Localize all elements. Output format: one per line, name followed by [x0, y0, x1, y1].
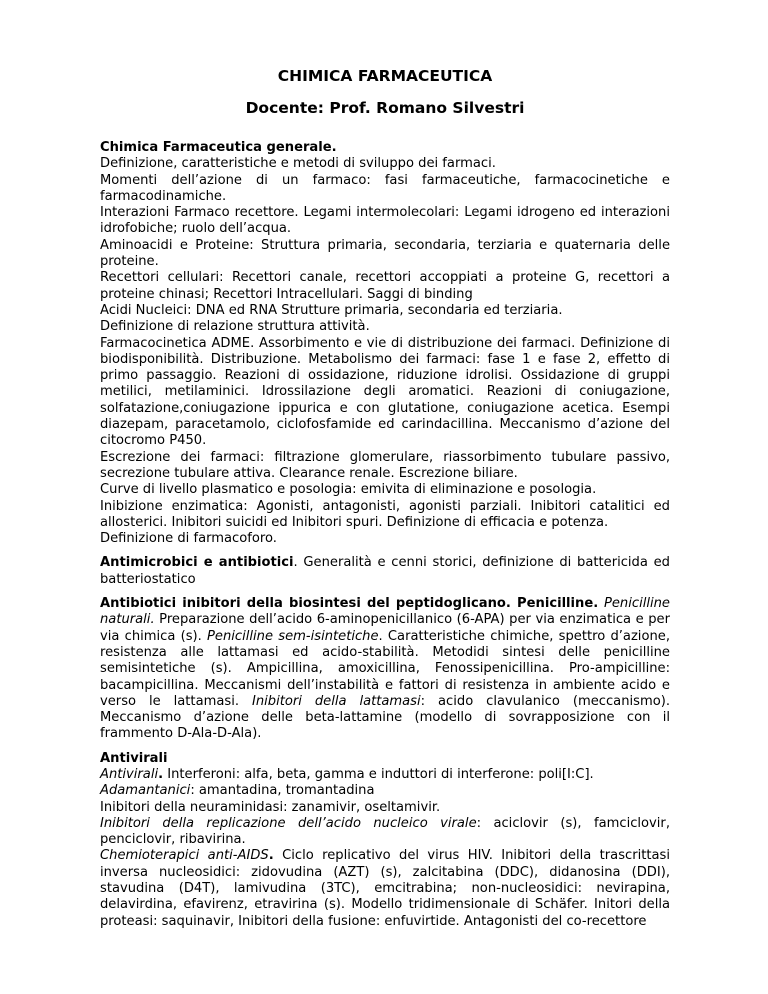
text-run-italic: Adamantanici	[100, 783, 191, 799]
section-heading: Chimica Farmaceutica generale.	[100, 140, 337, 155]
document-subtitle: Docente: Prof. Romano Silvestri	[245, 99, 525, 117]
text-run-italic: Inibitori della lattamasi	[251, 693, 421, 709]
text-run-bold: .	[158, 766, 164, 782]
paragraph: Acidi Nucleici: DNA ed RNA Strutture primaria, secondaria ed terziaria.	[100, 302, 563, 318]
document-body	[100, 140, 670, 930]
paragraph: Definizione di farmacoforo.	[100, 531, 277, 547]
paragraph	[100, 783, 670, 799]
text-run-italic: Penicilline naturali.	[100, 596, 670, 628]
paragraph: Inibizione enzimatica: Agonisti, antagonisti, agonisti parziali. Inibitori catalitici ed allosterici. Inibitori suicidi ed Inibitori spuri. Definizione di efficacia e potenza.	[100, 498, 670, 530]
paragraph: Definizione, caratteristiche e metodi di sviluppo dei farmaci.	[100, 156, 496, 172]
paragraph	[100, 848, 670, 929]
paragraph	[100, 555, 670, 588]
text-run: . Caratteristiche chimiche, spettro d’azione, resistenza alle lattamasi ed acido-stabilità. Metodidi sintesi delle penicilline semisintetiche (s). Ampicillina, amoxicillina, Fenossipenicillina. Pro-ampicilline: bacampicillina. Meccanismi dell’instabilità e fattori di resistenza in ambiente acido e verso le lattamasi.	[100, 628, 670, 709]
text-run-italic: Inibitori della replicazione dell’acido nucleico virale	[100, 815, 477, 831]
text-run-bold: .	[268, 848, 274, 864]
paragraph	[100, 800, 670, 816]
text-run-italic: Chemioterapici anti-AIDS	[100, 848, 269, 864]
paragraph: Definizione di relazione struttura attività.	[100, 319, 370, 335]
text-run-italic: Penicilline sem-isintetiche	[207, 628, 379, 644]
paragraph	[100, 596, 670, 743]
paragraph: Farmacocinetica ADME. Assorbimento e vie di distribuzione dei farmaci. Definizione di biodisponibilità. Distribuzione. Metabolismo dei farmaci: fase 1 e fase 2, effetto di primo passaggio. Reazioni di ossidazione, riduzione idrolisi. Ossidazione di gruppi metilici, metilaminici. Idrossilazione degli aromatici. Reazioni di coniugazione, solfatazione,coniugazione ippurica e con glutatione, coniugazione acetica. Esempi diazepam, paracetamolo, ciclofosfamide ed carindacillina. Meccanismo d’azione del citocromo P450.	[100, 335, 670, 449]
text-run-italic: Antivirali	[100, 766, 159, 782]
section-heading: Antivirali	[100, 750, 168, 766]
section-heading: Antimicrobici e antibiotici	[100, 555, 294, 571]
section-antivirali	[100, 751, 670, 930]
section-antimicrobici	[100, 555, 670, 588]
paragraph: Interazioni Farmaco recettore. Legami intermolecolari: Legami idrogeno ed interazioni idrofobiche; ruolo dell’acqua.	[100, 205, 670, 237]
text-run: : amantadina, tromantadina	[190, 783, 375, 799]
text-run: Interferoni: alfa, beta, gamma e induttori di interferone: poli[I:C].	[163, 766, 594, 782]
text-run: Preparazione dell’acido 6-aminopenicillanico (6-APA) per via enzimatica e per via chimica (s).	[100, 612, 670, 644]
section-heading: Antibiotici inibitori della biosintesi del peptidoglicano. Penicilline.	[100, 596, 599, 612]
section-chimica-generale	[100, 140, 670, 547]
text-run: Inibitori della neuraminidasi: zanamivir, oseltamivir.	[100, 799, 441, 815]
section-penicilline	[100, 596, 670, 743]
text-run: : acido clavulanico (meccanismo). Meccanismo d’azione delle beta-lattamine (modello di sovrapposizione con il frammento D-Ala-D-Ala).	[100, 693, 670, 742]
paragraph	[100, 767, 670, 783]
paragraph: Recettori cellulari: Recettori canale, recettori accoppiati a proteine G, recettori a proteine chinasi; Recettori Intracellulari. Saggi di binding	[100, 270, 670, 302]
paragraph-text: . Generalità e cenni storici, definizione di battericida ed batteriostatico	[100, 555, 670, 587]
text-run: : aciclovir (s), famciclovir, penciclovir, ribavirina.	[100, 815, 670, 848]
text-run: Ciclo replicativo del virus HIV. Inibitori della trascrittasi inversa nucleosidici: zidovudina (AZT) (s), zalcitabina (DDC), didanosina (DDI), stavudina (D4T), lamivudina (3TC), emcitrabina; non-nucleosidici: nevirapina, delavirdina, efavirenz, etravirina (s). Modello tridimensionale di Schäfer. Initori della proteasi: saquinavir, Inibitori della fusione: enfuvirtide. Antagonisti del co-recettore	[100, 848, 670, 929]
paragraph: Aminoacidi e Proteine: Struttura primaria, secondaria, terziaria e quaternaria delle proteine.	[100, 237, 670, 270]
paragraph: Curve di livello plasmatico e posologia: emivita di eliminazione e posologia.	[100, 482, 597, 498]
document-title: CHIMICA FARMACEUTICA	[277, 67, 493, 85]
paragraph: Escrezione dei farmaci: filtrazione glomerulare, riassorbimento tubulare passivo, secrezione tubulare attiva. Clearance renale. Escrezione biliare.	[100, 449, 670, 481]
paragraph: Momenti dell’azione di un farmaco: fasi farmaceutiche, farmacocinetiche e farmacodinamiche.	[100, 172, 670, 204]
paragraph	[100, 816, 670, 849]
